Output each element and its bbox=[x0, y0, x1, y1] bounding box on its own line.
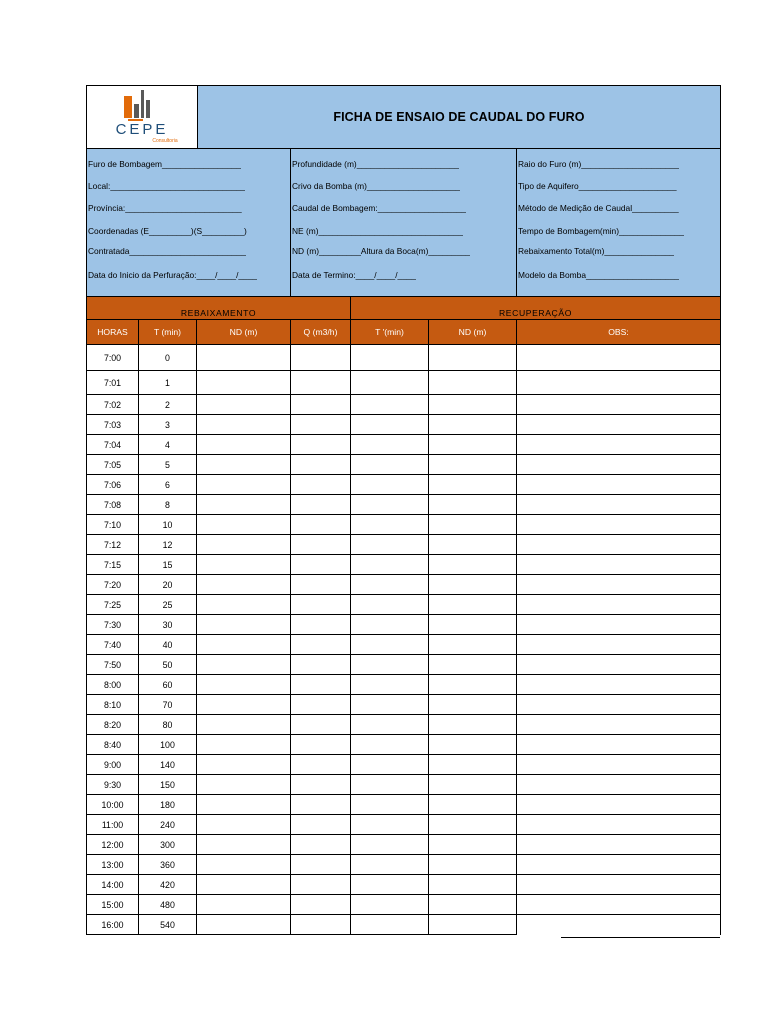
table-row bbox=[87, 595, 720, 615]
cell-nd[interactable] bbox=[197, 815, 291, 834]
cell-q[interactable] bbox=[291, 895, 351, 914]
cell-t-rec[interactable] bbox=[351, 735, 429, 754]
cell-obs[interactable] bbox=[517, 775, 720, 794]
table-row bbox=[87, 835, 720, 855]
cell-t-rec[interactable] bbox=[351, 795, 429, 814]
cell-horas: 8:10 bbox=[87, 695, 139, 714]
cell-horas: 7:20 bbox=[87, 575, 139, 594]
cell-obs[interactable] bbox=[517, 815, 720, 834]
cell-nd-rec[interactable] bbox=[429, 895, 517, 914]
table-row bbox=[87, 515, 720, 535]
table-row bbox=[87, 455, 720, 475]
field-modelo-bomba[interactable]: Modelo da Bomba____________________ bbox=[518, 270, 680, 280]
col-t-min: T (min) bbox=[139, 320, 197, 344]
cell-t-min: 180 bbox=[139, 795, 197, 814]
cell-nd-rec[interactable] bbox=[429, 595, 517, 614]
cell-nd[interactable] bbox=[197, 475, 291, 494]
col-nd-rebaixamento: ND (m) bbox=[197, 320, 291, 344]
table-row bbox=[87, 555, 720, 575]
cell-t-rec[interactable] bbox=[351, 455, 429, 474]
cell-q[interactable] bbox=[291, 615, 351, 634]
cell-q[interactable] bbox=[291, 415, 351, 434]
cell-q[interactable] bbox=[291, 835, 351, 854]
table-row bbox=[87, 895, 720, 915]
cell-nd-rec[interactable] bbox=[429, 345, 517, 370]
cell-horas: 8:00 bbox=[87, 675, 139, 694]
cell-q[interactable] bbox=[291, 755, 351, 774]
cell-horas: 7:30 bbox=[87, 615, 139, 634]
column-header-row bbox=[87, 320, 720, 345]
cell-t-min: 360 bbox=[139, 855, 197, 874]
cell-horas: 7:12 bbox=[87, 535, 139, 554]
cell-t-min: 240 bbox=[139, 815, 197, 834]
cell-t-min: 150 bbox=[139, 775, 197, 794]
table-row bbox=[87, 755, 720, 775]
cell-horas: 15:00 bbox=[87, 895, 139, 914]
cell-t-rec[interactable] bbox=[351, 615, 429, 634]
cell-t-rec[interactable] bbox=[351, 575, 429, 594]
cell-t-rec[interactable] bbox=[351, 815, 429, 834]
cell-horas: 7:50 bbox=[87, 655, 139, 674]
cell-obs[interactable] bbox=[517, 475, 720, 494]
cell-obs[interactable] bbox=[517, 495, 720, 514]
cell-q[interactable] bbox=[291, 795, 351, 814]
cell-q[interactable] bbox=[291, 345, 351, 370]
cell-nd[interactable] bbox=[197, 595, 291, 614]
logo-text: CEPE bbox=[115, 121, 169, 138]
cell-nd-rec[interactable] bbox=[429, 495, 517, 514]
cell-nd[interactable] bbox=[197, 835, 291, 854]
cell-t-rec[interactable] bbox=[351, 555, 429, 574]
cell-horas: 11:00 bbox=[87, 815, 139, 834]
cell-nd-rec[interactable] bbox=[429, 575, 517, 594]
field-ne[interactable]: NE (m)_______________________________ bbox=[292, 226, 463, 236]
info-column-3 bbox=[517, 149, 720, 296]
cell-obs[interactable] bbox=[517, 715, 720, 734]
col-q: Q (m3/h) bbox=[291, 320, 351, 344]
info-column-2 bbox=[291, 149, 517, 296]
cell-q[interactable] bbox=[291, 515, 351, 534]
cell-obs[interactable] bbox=[517, 655, 720, 674]
cell-nd-rec[interactable] bbox=[429, 835, 517, 854]
cell-nd-rec[interactable] bbox=[429, 635, 517, 654]
cell-obs[interactable] bbox=[517, 415, 720, 434]
field-crivo-bomba[interactable]: Crivo da Bomba (m)____________________ bbox=[292, 181, 461, 191]
cell-t-min: 40 bbox=[139, 635, 197, 654]
cell-t-min: 2 bbox=[139, 395, 197, 414]
cell-nd[interactable] bbox=[197, 535, 291, 554]
cell-t-min: 420 bbox=[139, 875, 197, 894]
cell-horas: 7:40 bbox=[87, 635, 139, 654]
cell-horas: 7:03 bbox=[87, 415, 139, 434]
cell-t-rec[interactable] bbox=[351, 635, 429, 654]
cell-horas: 7:25 bbox=[87, 595, 139, 614]
cell-q[interactable] bbox=[291, 695, 351, 714]
cell-nd[interactable] bbox=[197, 415, 291, 434]
table-row bbox=[87, 735, 720, 755]
table-row bbox=[87, 855, 720, 875]
cell-obs[interactable] bbox=[517, 515, 720, 534]
cell-q[interactable] bbox=[291, 635, 351, 654]
cell-nd[interactable] bbox=[197, 675, 291, 694]
field-caudal-bombagem[interactable]: Caudal de Bombagem:___________________ bbox=[292, 203, 467, 213]
cell-obs[interactable] bbox=[517, 875, 720, 894]
field-data-inicio[interactable]: Data do Inicio da Perfuração:____/____/____ bbox=[88, 270, 258, 280]
cell-q[interactable] bbox=[291, 675, 351, 694]
cell-horas: 10:00 bbox=[87, 795, 139, 814]
cell-nd-rec[interactable] bbox=[429, 615, 517, 634]
cell-q[interactable] bbox=[291, 715, 351, 734]
cell-t-min: 30 bbox=[139, 615, 197, 634]
cell-q[interactable] bbox=[291, 855, 351, 874]
cell-t-min: 4 bbox=[139, 435, 197, 454]
field-metodo-medicao[interactable]: Método de Medição de Caudal__________ bbox=[518, 203, 679, 213]
table-row bbox=[87, 635, 720, 655]
cell-obs[interactable] bbox=[517, 915, 720, 935]
cell-t-rec[interactable] bbox=[351, 595, 429, 614]
cell-t-min: 540 bbox=[139, 915, 197, 935]
cell-t-rec[interactable] bbox=[351, 775, 429, 794]
cell-horas: 12:00 bbox=[87, 835, 139, 854]
cell-nd[interactable] bbox=[197, 395, 291, 414]
cell-t-rec[interactable] bbox=[351, 495, 429, 514]
table-row bbox=[87, 715, 720, 735]
cell-t-min: 50 bbox=[139, 655, 197, 674]
table-row bbox=[87, 795, 720, 815]
cell-q[interactable] bbox=[291, 915, 351, 935]
cell-horas: 7:10 bbox=[87, 515, 139, 534]
title-area bbox=[198, 86, 720, 148]
band-recuperacao: RECUPERAÇÃO bbox=[499, 308, 572, 318]
field-tempo-bombagem[interactable]: Tempo de Bombagem(min)______________ bbox=[518, 226, 685, 236]
info-column-1 bbox=[87, 149, 291, 296]
cell-q[interactable] bbox=[291, 655, 351, 674]
cell-q[interactable] bbox=[291, 495, 351, 514]
cell-obs[interactable] bbox=[517, 435, 720, 454]
cell-t-rec[interactable] bbox=[351, 915, 429, 935]
cell-nd[interactable] bbox=[197, 555, 291, 574]
field-nd-altura-boca[interactable]: ND (m)_________Altura da Boca(m)_________ bbox=[292, 246, 471, 256]
cell-t-rec[interactable] bbox=[351, 395, 429, 414]
cell-t-rec[interactable] bbox=[351, 435, 429, 454]
cell-obs[interactable] bbox=[517, 371, 720, 394]
cell-t-rec[interactable] bbox=[351, 655, 429, 674]
cell-nd-rec[interactable] bbox=[429, 455, 517, 474]
cell-nd[interactable] bbox=[197, 715, 291, 734]
cell-q[interactable] bbox=[291, 775, 351, 794]
cell-t-rec[interactable] bbox=[351, 415, 429, 434]
cell-nd-rec[interactable] bbox=[429, 555, 517, 574]
cell-nd-rec[interactable] bbox=[429, 875, 517, 894]
cell-horas: 7:15 bbox=[87, 555, 139, 574]
table-row bbox=[87, 435, 720, 455]
band-rebaixamento: REBAIXAMENTO bbox=[87, 297, 351, 319]
cell-nd[interactable] bbox=[197, 915, 291, 935]
cell-q[interactable] bbox=[291, 371, 351, 394]
field-data-termino[interactable]: Data de Termino:____/____/____ bbox=[292, 270, 417, 280]
table-row bbox=[87, 575, 720, 595]
cell-horas: 9:30 bbox=[87, 775, 139, 794]
table-row bbox=[87, 815, 720, 835]
cell-nd[interactable] bbox=[197, 695, 291, 714]
cell-q[interactable] bbox=[291, 435, 351, 454]
cell-nd[interactable] bbox=[197, 795, 291, 814]
col-obs: OBS: bbox=[608, 327, 629, 337]
cell-nd[interactable] bbox=[197, 655, 291, 674]
table-row bbox=[87, 915, 720, 935]
cell-nd-rec[interactable] bbox=[429, 655, 517, 674]
table-row bbox=[87, 535, 720, 555]
cell-nd[interactable] bbox=[197, 855, 291, 874]
field-rebaixamento-total[interactable]: Rebaixamento Total(m)_______________ bbox=[518, 246, 675, 256]
cell-q[interactable] bbox=[291, 395, 351, 414]
cell-horas: 7:04 bbox=[87, 435, 139, 454]
cell-obs[interactable] bbox=[517, 345, 720, 370]
cell-nd-rec[interactable] bbox=[429, 755, 517, 774]
cell-q[interactable] bbox=[291, 815, 351, 834]
cell-obs[interactable] bbox=[517, 795, 720, 814]
table-row bbox=[87, 475, 720, 495]
cell-horas: 7:00 bbox=[87, 345, 139, 370]
cell-t-rec[interactable] bbox=[351, 695, 429, 714]
col-horas: HORAS bbox=[87, 320, 139, 344]
cell-t-min: 25 bbox=[139, 595, 197, 614]
cell-nd-rec[interactable] bbox=[429, 675, 517, 694]
table-row bbox=[87, 775, 720, 795]
cell-t-rec[interactable] bbox=[351, 855, 429, 874]
cell-obs[interactable] bbox=[517, 595, 720, 614]
cell-obs[interactable] bbox=[517, 855, 720, 874]
cell-t-min: 15 bbox=[139, 555, 197, 574]
cell-t-rec[interactable] bbox=[351, 371, 429, 394]
cell-nd[interactable] bbox=[197, 495, 291, 514]
field-contratada[interactable]: Contratada_________________________ bbox=[88, 246, 246, 256]
table-row bbox=[87, 695, 720, 715]
cell-horas: 7:01 bbox=[87, 371, 139, 394]
cell-nd[interactable] bbox=[197, 755, 291, 774]
cell-t-rec[interactable] bbox=[351, 535, 429, 554]
cell-obs[interactable] bbox=[517, 835, 720, 854]
cell-q[interactable] bbox=[291, 735, 351, 754]
cell-nd[interactable] bbox=[197, 615, 291, 634]
data-rows bbox=[87, 345, 720, 935]
cell-nd-rec[interactable] bbox=[429, 855, 517, 874]
info-block bbox=[87, 149, 720, 297]
table-row bbox=[87, 345, 720, 371]
cell-nd-rec[interactable] bbox=[429, 915, 517, 935]
cell-nd-rec[interactable] bbox=[429, 795, 517, 814]
cell-obs[interactable] bbox=[517, 635, 720, 654]
cell-obs[interactable] bbox=[517, 455, 720, 474]
table-row bbox=[87, 675, 720, 695]
test-sheet bbox=[86, 85, 721, 935]
cell-q[interactable] bbox=[291, 555, 351, 574]
cell-q[interactable] bbox=[291, 535, 351, 554]
cell-q[interactable] bbox=[291, 595, 351, 614]
cell-t-min: 10 bbox=[139, 515, 197, 534]
table-row bbox=[87, 655, 720, 675]
cepe-logo bbox=[87, 86, 198, 148]
field-tipo-aquifero[interactable]: Tipo de Aquifero_____________________ bbox=[518, 181, 677, 191]
cell-obs[interactable] bbox=[517, 735, 720, 754]
cell-t-rec[interactable] bbox=[351, 875, 429, 894]
cell-nd[interactable] bbox=[197, 875, 291, 894]
cell-obs[interactable] bbox=[517, 615, 720, 634]
cell-nd[interactable] bbox=[197, 575, 291, 594]
cell-t-rec[interactable] bbox=[351, 475, 429, 494]
table-row bbox=[87, 395, 720, 415]
sheet-header bbox=[87, 86, 720, 149]
cell-nd-rec[interactable] bbox=[429, 475, 517, 494]
cell-nd[interactable] bbox=[197, 635, 291, 654]
cell-nd[interactable] bbox=[197, 895, 291, 914]
cell-nd[interactable] bbox=[197, 515, 291, 534]
table-row bbox=[87, 371, 720, 395]
cell-t-rec[interactable] bbox=[351, 515, 429, 534]
cell-t-min: 80 bbox=[139, 715, 197, 734]
cell-horas: 8:20 bbox=[87, 715, 139, 734]
cell-obs[interactable] bbox=[517, 695, 720, 714]
cell-nd[interactable] bbox=[197, 435, 291, 454]
cell-t-min: 5 bbox=[139, 455, 197, 474]
cell-horas: 7:05 bbox=[87, 455, 139, 474]
cell-obs[interactable] bbox=[517, 895, 720, 914]
table-row bbox=[87, 495, 720, 515]
table-row bbox=[87, 615, 720, 635]
cell-q[interactable] bbox=[291, 475, 351, 494]
cell-horas: 7:08 bbox=[87, 495, 139, 514]
cell-t-rec[interactable] bbox=[351, 835, 429, 854]
cell-obs[interactable] bbox=[517, 675, 720, 694]
cell-horas: 7:02 bbox=[87, 395, 139, 414]
field-furo-bombagem[interactable]: Furo de Bombagem_________________ bbox=[88, 159, 242, 169]
cell-t-min: 3 bbox=[139, 415, 197, 434]
cell-nd-rec[interactable] bbox=[429, 715, 517, 734]
cell-nd-rec[interactable] bbox=[429, 535, 517, 554]
cell-t-min: 20 bbox=[139, 575, 197, 594]
field-coordenadas[interactable]: Coordenadas (E_________)(S_________) bbox=[88, 226, 247, 236]
logo-subtext: Consultoria bbox=[152, 138, 178, 144]
cell-t-rec[interactable] bbox=[351, 675, 429, 694]
cell-q[interactable] bbox=[291, 455, 351, 474]
cell-t-min: 0 bbox=[139, 345, 197, 370]
cell-nd-rec[interactable] bbox=[429, 775, 517, 794]
cell-t-rec[interactable] bbox=[351, 345, 429, 370]
table-row bbox=[87, 415, 720, 435]
cell-nd-rec[interactable] bbox=[429, 395, 517, 414]
cell-t-min: 70 bbox=[139, 695, 197, 714]
cell-horas: 14:00 bbox=[87, 875, 139, 894]
cell-t-min: 480 bbox=[139, 895, 197, 914]
cell-nd[interactable] bbox=[197, 735, 291, 754]
field-provincia[interactable]: Província:_________________________ bbox=[88, 203, 242, 213]
field-raio-furo[interactable]: Raio do Furo (m)_____________________ bbox=[518, 159, 680, 169]
sheet-title: FICHA DE ENSAIO DE CAUDAL DO FURO bbox=[333, 110, 585, 124]
cell-t-min: 100 bbox=[139, 735, 197, 754]
cell-obs[interactable] bbox=[517, 535, 720, 554]
cell-horas: 9:00 bbox=[87, 755, 139, 774]
cell-nd-rec[interactable] bbox=[429, 371, 517, 394]
cell-q[interactable] bbox=[291, 575, 351, 594]
cell-obs[interactable] bbox=[517, 395, 720, 414]
cell-nd-rec[interactable] bbox=[429, 435, 517, 454]
cell-nd-rec[interactable] bbox=[429, 415, 517, 434]
cell-t-min: 8 bbox=[139, 495, 197, 514]
cell-nd[interactable] bbox=[197, 371, 291, 394]
section-band bbox=[87, 297, 720, 320]
cell-nd-rec[interactable] bbox=[429, 815, 517, 834]
cell-q[interactable] bbox=[291, 875, 351, 894]
field-profundidade[interactable]: Profundidade (m)______________________ bbox=[292, 159, 460, 169]
cell-horas: 13:00 bbox=[87, 855, 139, 874]
field-local[interactable]: Local:_____________________________ bbox=[88, 181, 246, 191]
col-t-recuperacao: T '(min) bbox=[351, 320, 429, 344]
cell-t-min: 6 bbox=[139, 475, 197, 494]
cell-horas: 16:00 bbox=[87, 915, 139, 935]
cell-nd-rec[interactable] bbox=[429, 515, 517, 534]
cell-nd[interactable] bbox=[197, 455, 291, 474]
cell-t-min: 12 bbox=[139, 535, 197, 554]
cell-horas: 7:06 bbox=[87, 475, 139, 494]
cell-t-rec[interactable] bbox=[351, 755, 429, 774]
cell-t-min: 140 bbox=[139, 755, 197, 774]
cell-obs[interactable] bbox=[517, 755, 720, 774]
table-row bbox=[87, 875, 720, 895]
cell-t-min: 300 bbox=[139, 835, 197, 854]
cell-obs[interactable] bbox=[517, 555, 720, 574]
cell-nd[interactable] bbox=[197, 345, 291, 370]
cell-nd-rec[interactable] bbox=[429, 695, 517, 714]
signature-line bbox=[561, 937, 720, 938]
cell-nd[interactable] bbox=[197, 775, 291, 794]
cell-t-rec[interactable] bbox=[351, 895, 429, 914]
cell-obs[interactable] bbox=[517, 575, 720, 594]
cell-t-min: 1 bbox=[139, 371, 197, 394]
cell-t-rec[interactable] bbox=[351, 715, 429, 734]
cell-nd-rec[interactable] bbox=[429, 735, 517, 754]
cell-t-min: 60 bbox=[139, 675, 197, 694]
col-nd-recuperacao: ND (m) bbox=[429, 320, 517, 344]
cell-horas: 8:40 bbox=[87, 735, 139, 754]
logo-graphic bbox=[87, 86, 198, 148]
